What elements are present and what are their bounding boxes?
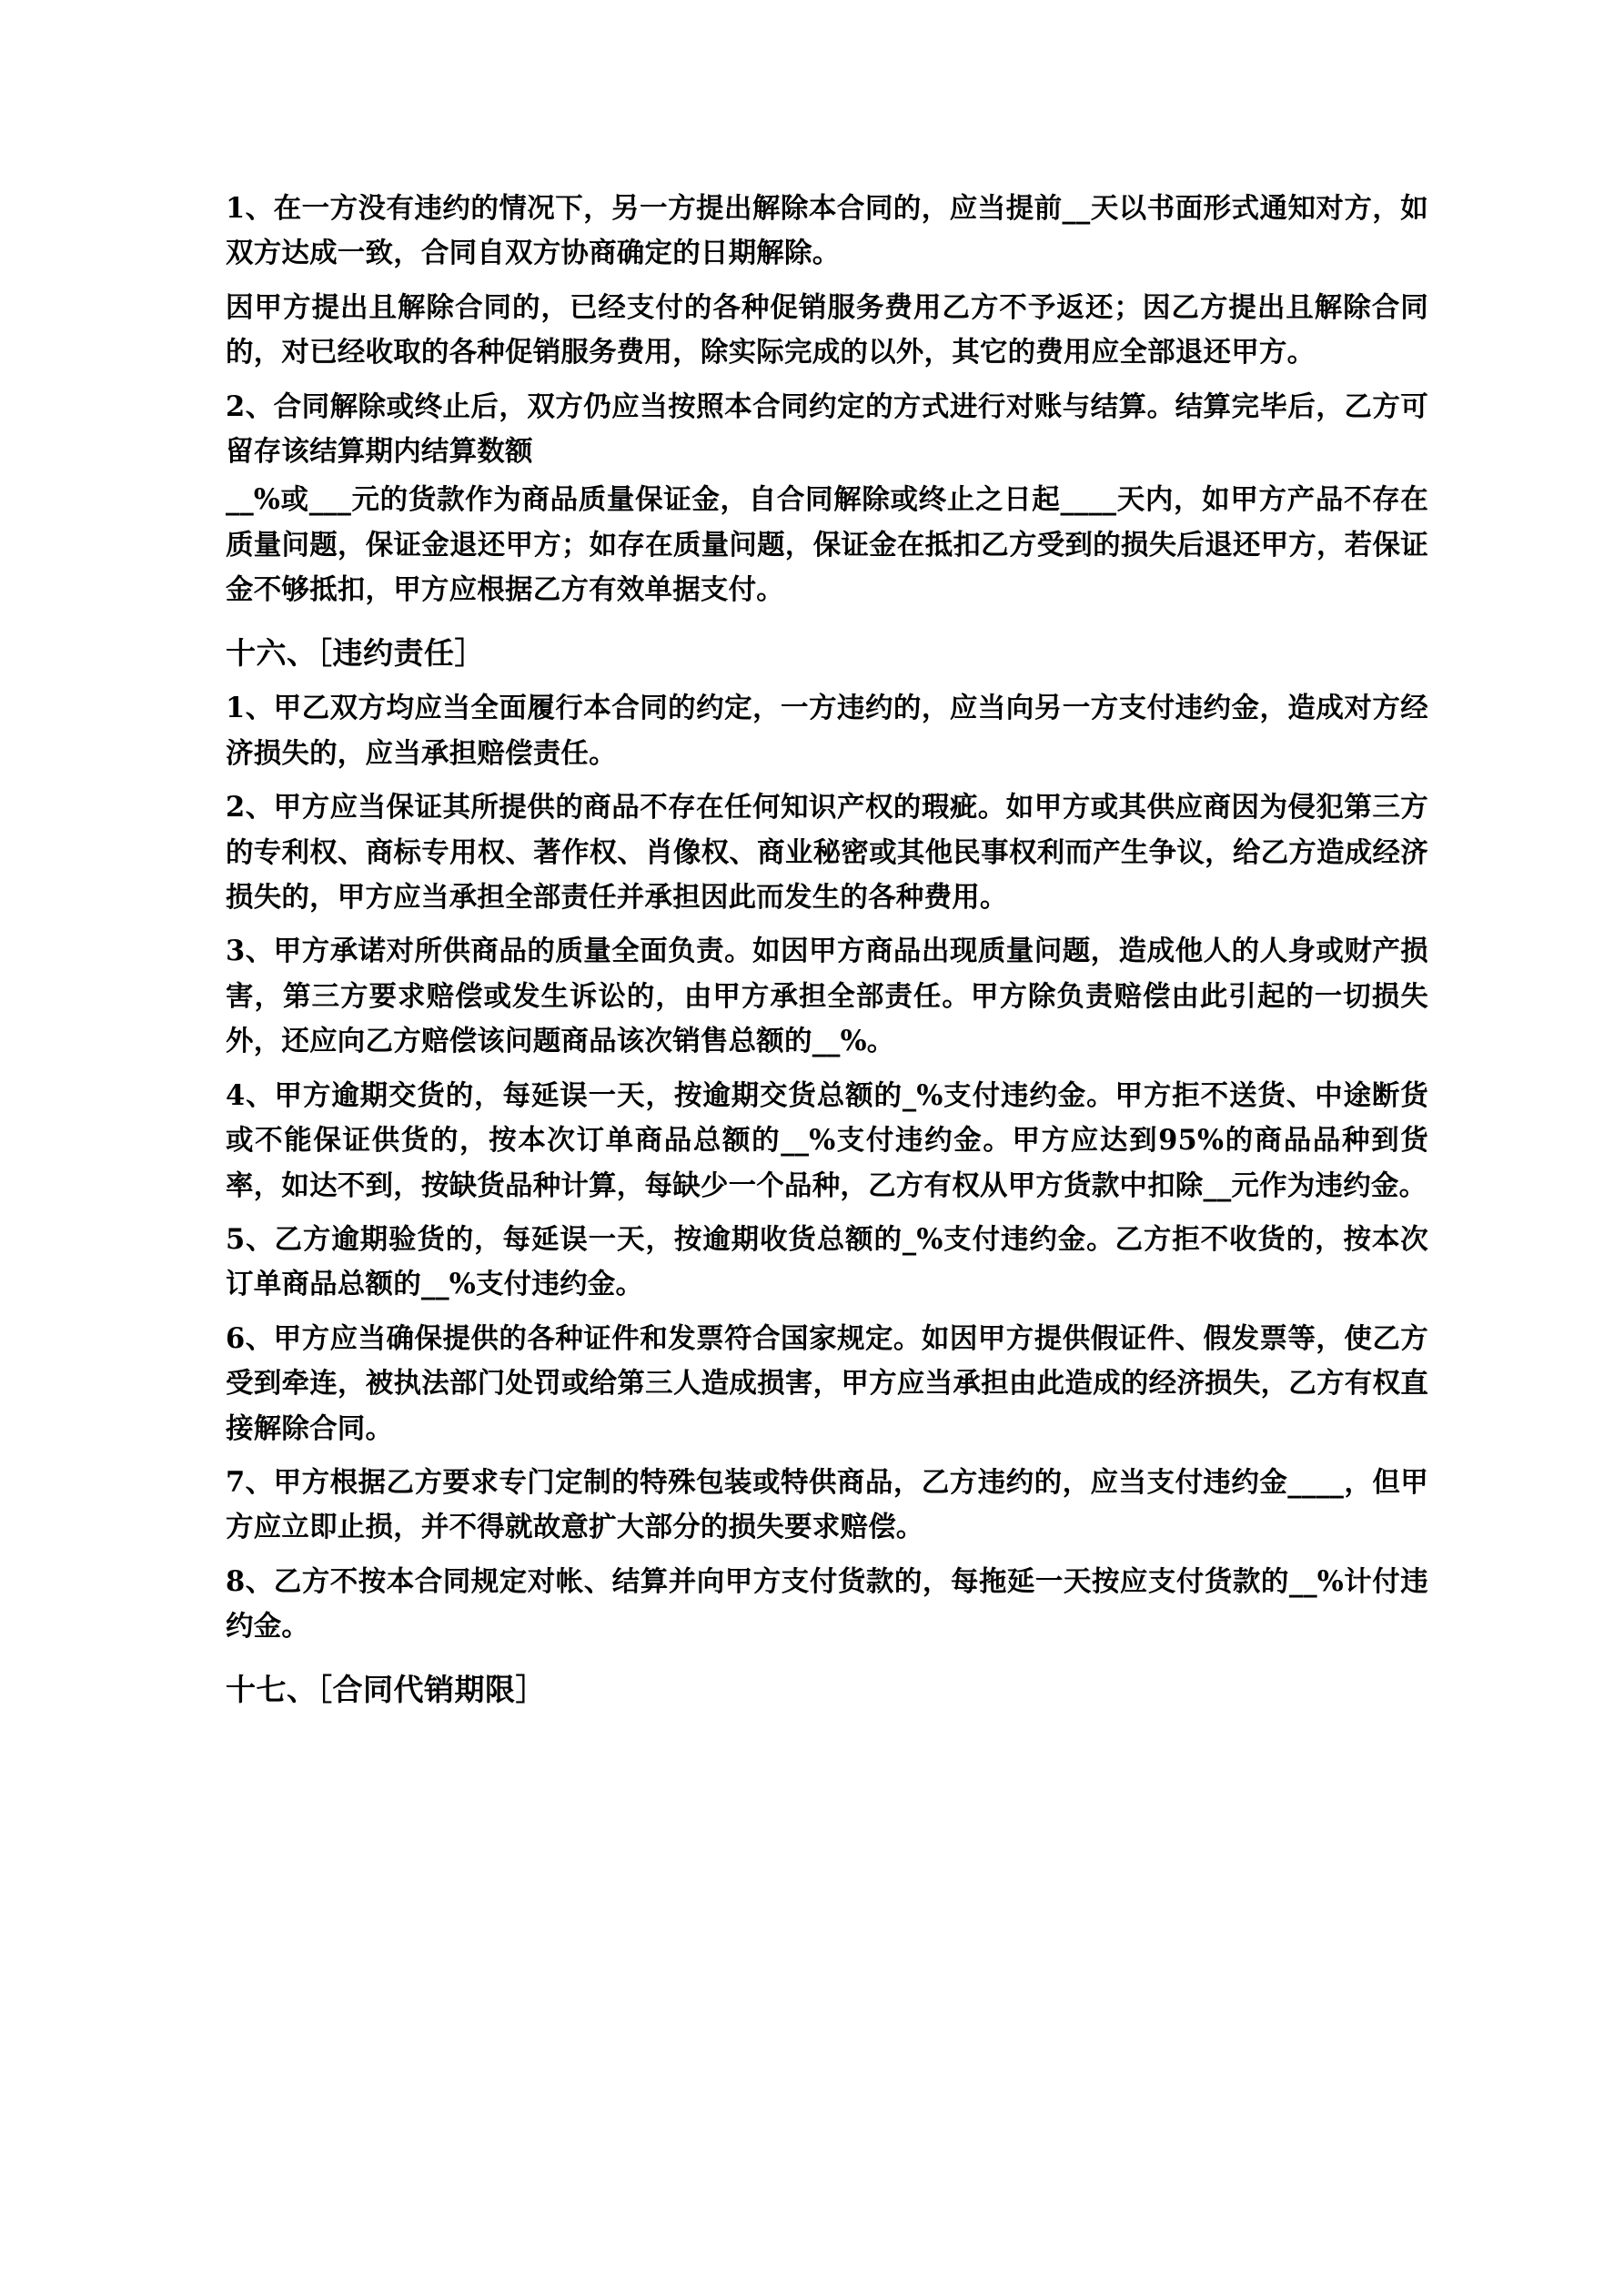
clause-paragraph: __%或___元的货款作为商品质量保证金，自合同解除或终止之日起____天内，如甲方产品不存在质量问题，保证金退还甲方；如存在质量问题，保证金在抵扣乙方受到的损失后退还甲方，若保证金不够抵扣，甲方应根据乙方有效单据支付。 xyxy=(226,483,1428,607)
clause-paragraph: 3、甲方承诺对所供商品的质量全面负责。如因甲方商品出现质量问题，造成他人的人身或财产损害，第三方要求赔偿或发生诉讼的，由甲方承担全部责任。甲方除负责赔偿由此引起的一切损失外，还应向乙方赔偿该问题商品该次销售总额的__%。 xyxy=(226,935,1428,1058)
clause-paragraph: 1、甲乙双方均应当全面履行本合同的约定，一方违约的，应当向另一方支付违约金，造成对方经济损失的，应当承担赔偿责任。 xyxy=(226,692,1428,770)
section-heading-17: 十七、［合同代销期限］ xyxy=(226,1671,546,1707)
clause-paragraph: 2、合同解除或终止后，双方仍应当按照本合同约定的方式进行对账与结算。结算完毕后，乙方可留存该结算期内结算数额 xyxy=(226,389,1428,469)
clause-paragraph: 5、乙方逾期验货的，每延误一天，按逾期收货总额的_%支付违约金。乙方拒不收货的，按本次订单商品总额的__%支付违约金。 xyxy=(226,1222,1428,1301)
clause-paragraph: 7、甲方根据乙方要求专门定制的特殊包装或特供商品，乙方违约的，应当支付违约金____，但甲方应立即止损，并不得就故意扩大部分的损失要求赔偿。 xyxy=(226,1465,1428,1544)
clause-paragraph: 1、在一方没有违约的情况下，另一方提出解除本合同的，应当提前__天以书面形式通知对方，如双方达成一致，合同自双方协商确定的日期解除。 xyxy=(226,192,1428,270)
clause-paragraph: 因甲方提出且解除合同的，已经支付的各种促销服务费用乙方不予返还；因乙方提出且解除合同的，对已经收取的各种促销服务费用，除实际完成的以外，其它的费用应全部退还甲方。 xyxy=(226,290,1428,369)
clause-paragraph: 2、甲方应当保证其所提供的商品不存在任何知识产权的瑕疵。如甲方或其供应商因为侵犯第三方的专利权、商标专用权、著作权、肖像权、商业秘密或其他民事权利而产生争议，给乙方造成经济损失的，甲方应当承担全部责任并承担因此而发生的各种费用。 xyxy=(226,791,1428,915)
section-heading-16: 十六、［违约责任］ xyxy=(226,634,485,671)
clause-paragraph: 6、甲方应当确保提供的各种证件和发票符合国家规定。如因甲方提供假证件、假发票等，使乙方受到牵连，被执法部门处罚或给第三人造成损害，甲方应当承担由此造成的经济损失，乙方有权直接解除合同。 xyxy=(226,1321,1428,1445)
clause-paragraph: 4、甲方逾期交货的，每延误一天，按逾期交货总额的_%支付违约金。甲方拒不送货、中途断货或不能保证供货的，按本次订单商品总额的__%支付违约金。甲方应达到95%的商品品种到货率，如达不到，按缺货品种计算，每缺少一个品种，乙方有权从甲方货款中扣除__元作为违约金。 xyxy=(226,1078,1428,1202)
clause-paragraph: 8、乙方不按本合同规定对帐、结算并向甲方支付货款的，每拖延一天按应支付货款的__%计付违约金。 xyxy=(226,1564,1428,1644)
